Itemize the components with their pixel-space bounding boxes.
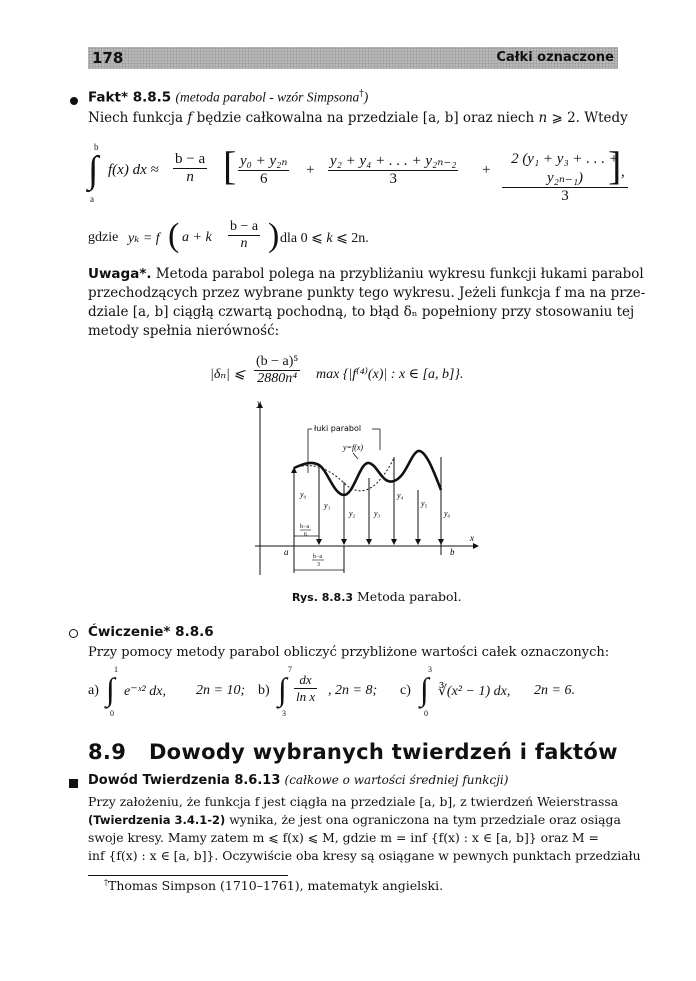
label-a: a <box>284 547 289 557</box>
function-curve <box>294 451 441 495</box>
exercise-intro: Przy pomocy metody parabol obliczyć przybliżone wartości całek oznaczonych: <box>88 645 610 660</box>
fact-title: (metoda parabol - wzór Simpsona <box>175 89 360 105</box>
x-axis-label: x <box>470 533 474 543</box>
double-step-den: 3 <box>317 562 320 568</box>
fact-heading: Fakt* 8.8.5 (metoda parabol - wzór Simpsona†) <box>88 89 369 106</box>
ordinate-label-3: y₃ <box>374 509 381 518</box>
bullet-dot-icon <box>70 97 78 105</box>
remark-label: Uwaga*. <box>88 266 152 282</box>
ordinate-label-1: y₁ <box>324 501 331 510</box>
ordinate-arrows <box>294 457 441 546</box>
proof-title: (całkowe o wartości średniej funkcji) <box>284 773 509 787</box>
ordinate-label-2: y₂ <box>349 509 356 518</box>
running-header <box>88 47 618 69</box>
curve-label: y=f(x) <box>343 443 364 452</box>
ordinate-label-6: y₆ <box>444 509 451 518</box>
ordinate-label-4: y₄ <box>397 491 404 500</box>
label-b: b <box>450 547 455 557</box>
simpson-figure <box>250 395 490 580</box>
remark-paragraph: Uwaga*. Metoda parabol polega na przybliżaniu wykresu funkcji łukami parabol przechodzących przez wybrane punkty tego wykresu. Jeżeli funkcja f ma na prze- dziale [a, b] ciągłą czwartą pochodną, to błąd δₙ popełniony przy stosowaniu tej metody spełnia nierówność: <box>88 266 646 339</box>
figure-caption: Rys. 8.8.3 Metoda parabol. <box>292 589 462 604</box>
fact-label: Fakt* 8.8.5 <box>88 89 172 106</box>
integral-sign: ∫ <box>88 149 99 191</box>
running-title: Całki oznaczone <box>496 50 614 65</box>
footnote-mark: † <box>359 89 364 99</box>
exercise-label: Ćwiczenie* 8.8.6 <box>88 624 214 640</box>
footnote-rule <box>88 875 288 876</box>
page-number: 178 <box>92 49 124 67</box>
proof-label: Dowód Twierdzenia 8.6.13 <box>88 773 281 788</box>
section-title: 8.9 Dowody wybranych twierdzeń i faktów <box>88 740 618 764</box>
footnote: †Thomas Simpson (1710–1761), matematyk angielski. <box>104 878 444 894</box>
exercise-items: a) 1 ∫ 0 e⁻ˣ² dx, 2n = 10; b) 7 ∫ 3 $\frac{dx}{\text{ln x}}$ , 2n = 8; c) 3 ∫ 0 ∛(x² − 1) dx, 2n = 6. <box>88 665 575 718</box>
step-label-num: b−a <box>300 524 310 530</box>
simpson-formula: b ∫ a f(x) dx ≈ $\frac{b - a}{n}$ [ $\frac{\text{y₀ + y₂ₙ}}{6}$ + $\frac{\text{y₂ + y₄ + . . . + y₂ₙ₋₂}}{3}$ + $\frac{\text{2 (y₁ + y₃ + . . . + y₂ₙ₋₁)}}{3}$ ] , <box>88 142 628 208</box>
gdzie-line: gdzie yₖ = f ( a + k $\frac{b - a}{n}$ ) dla 0 ⩽ k ⩽ 2n. <box>88 217 369 254</box>
error-inequality: |δₙ| ⩽ $\frac{\text{(b − a)⁵}}{\text{2880n⁴}}$ max {|f⁽⁴⁾(x)| : x ∈ [a, b]}. <box>210 354 464 386</box>
step-label-den: 6 <box>304 532 307 538</box>
double-step-num: b−a <box>313 554 323 560</box>
proof-heading <box>88 773 508 788</box>
bullet-circle-icon <box>69 629 78 638</box>
y-axis-label: y <box>257 398 261 408</box>
proof-paragraph: Przy założeniu, że funkcja f jest ciągła na przedziale [a, b], z twierdzeń Weierstrassa (Twierdzenia 3.4.1-2) wynika, że jest ona ograniczona na tym przedziale oraz osiąga swoje kresy. Mamy zatem m ⩽ f(x) ⩽ M, gdzie m = inf {f(x) : x ∈ [a, b]} oraz M = inf {f(x) : x ∈ [a, b]}. Oczywiście oba kresy są osiągane w pewnych punktach przedziału <box>88 794 641 863</box>
fact-intro: Niech funkcja f będzie całkowalna na przedziale [a, b] oraz niech n ⩾ 2. Wtedy <box>88 110 628 126</box>
ordinate-label-5: y₅ <box>421 499 428 508</box>
ordinate-label-0: y₀ <box>300 490 307 499</box>
bullet-square-icon <box>69 779 78 788</box>
arcs-label: łuki parabol <box>314 424 362 433</box>
